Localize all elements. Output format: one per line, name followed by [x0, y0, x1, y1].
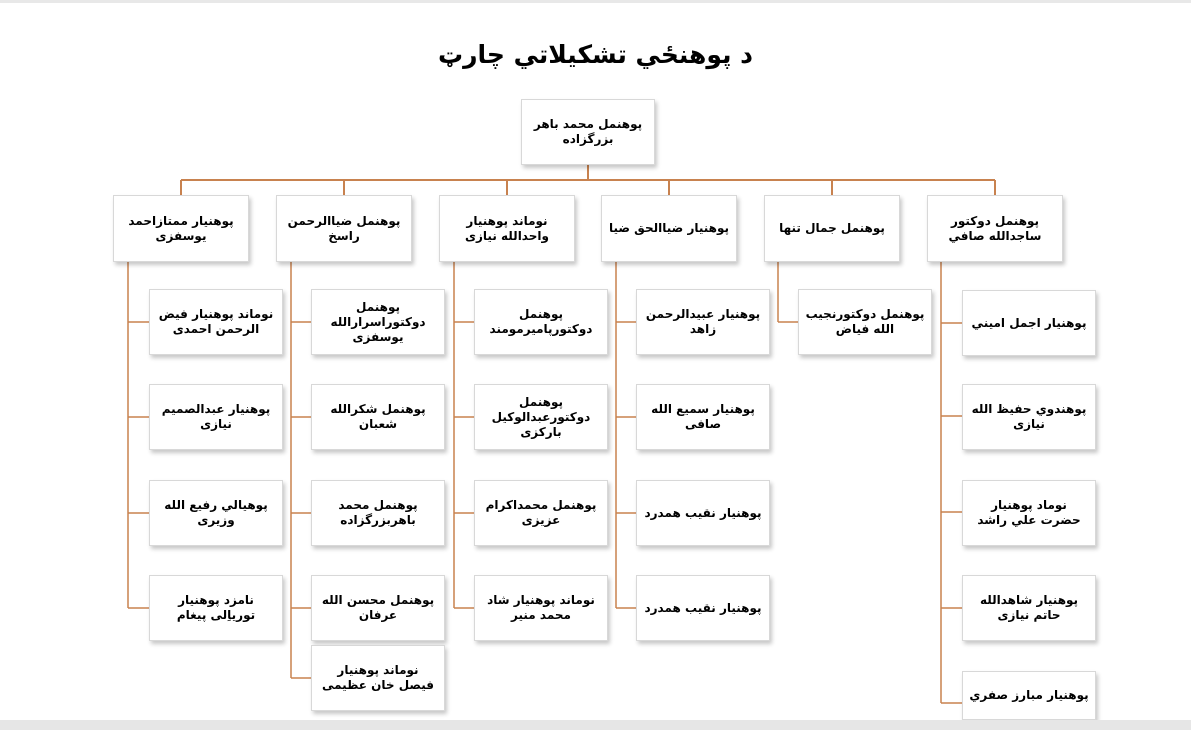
member-3-3[interactable]: پوهنیار نقیب همدرد — [636, 480, 770, 546]
member-5-1[interactable]: پوهنمل دوکتوراسرارالله یوسفزی — [311, 289, 445, 355]
root-node[interactable]: پوهنمل محمد باهر بزرگزاده — [521, 99, 655, 165]
chart-title: د پوهنځي تشکیلاتي چارټ — [437, 40, 753, 69]
dept-head-6[interactable]: پوهنیار ممتازاحمد یوسفزی — [113, 195, 249, 262]
member-4-2[interactable]: پوهنمل دوکتورعبدالوکیل بارکزی — [474, 384, 608, 450]
member-5-5[interactable]: نوماند پوهنیار فیصل خان عظیمی — [311, 645, 445, 711]
member-3-4[interactable]: پوهنیار نقیب همدرد — [636, 575, 770, 641]
bottom-border — [0, 720, 1191, 730]
dept-head-1[interactable]: پوهنمل دوکتور ساجدالله صافي — [927, 195, 1063, 262]
member-4-1[interactable]: پوهنمل دوکتورپامیرمومند — [474, 289, 608, 355]
member-1-5[interactable]: پوهنیار مبارز صفري — [962, 671, 1096, 720]
member-4-3[interactable]: پوهنمل محمداکرام عزیزی — [474, 480, 608, 546]
member-3-2[interactable]: پوهنیار سمیع الله صافی — [636, 384, 770, 450]
member-1-3[interactable]: نوماد پوهنیار حضرت علي راشد — [962, 480, 1096, 546]
member-6-3[interactable]: پوهیالي رفیع الله وزیری — [149, 480, 283, 546]
member-5-3[interactable]: پوهنمل محمد باهربزرگزاده — [311, 480, 445, 546]
dept-head-5[interactable]: پوهنمل ضیاالرحمن راسخ — [276, 195, 412, 262]
member-2-1[interactable]: پوهنمل دوکتورنجیب الله فیاض — [798, 289, 932, 355]
dept-head-3[interactable]: پوهنیار ضیاالحق ضیا — [601, 195, 737, 262]
dept-head-4[interactable]: نوماند پوهنیار واحدالله نیازی — [439, 195, 575, 262]
dept-head-2[interactable]: پوهنمل جمال تنها — [764, 195, 900, 262]
member-6-4[interactable]: نامزد پوهنیار تورياِلی پیغام — [149, 575, 283, 641]
member-5-4[interactable]: پوهنمل محسن الله عرفان — [311, 575, 445, 641]
member-4-4[interactable]: نوماند پوهنیار شاد محمد منیر — [474, 575, 608, 641]
member-3-1[interactable]: پوهنیار عبیدالرحمن زاهد — [636, 289, 770, 355]
member-1-4[interactable]: پوهنیار شاهدالله حاتم نیازی — [962, 575, 1096, 641]
member-5-2[interactable]: پوهنمل شکرالله شعبان — [311, 384, 445, 450]
member-6-2[interactable]: پوهنیار عبدالصمیم نیازی — [149, 384, 283, 450]
member-1-1[interactable]: پوهنیار اجمل امیني — [962, 290, 1096, 356]
member-6-1[interactable]: نوماند پوهنیار فیض الرحمن احمدی — [149, 289, 283, 355]
member-1-2[interactable]: پوهندوي حفیظ الله نیازی — [962, 384, 1096, 450]
